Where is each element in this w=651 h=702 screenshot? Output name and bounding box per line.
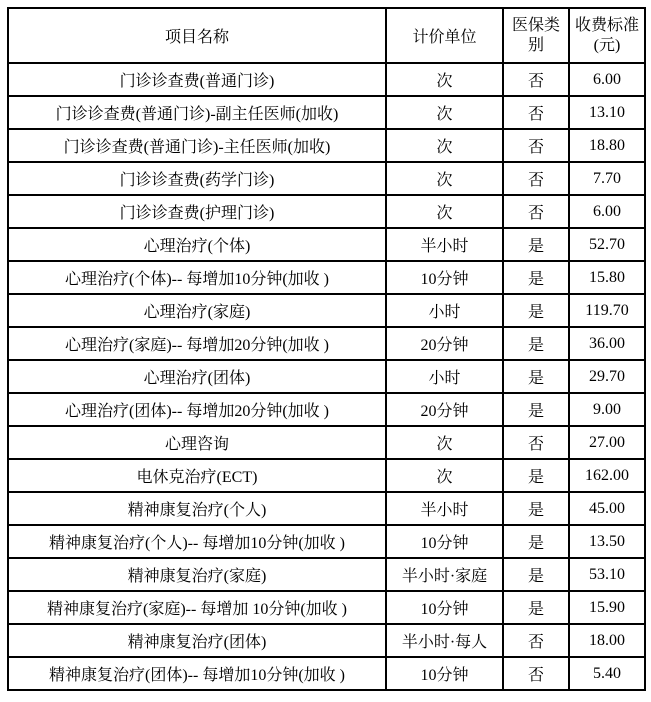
column-header-price-line1: 收费标准 <box>574 16 639 34</box>
cell-price: 52.70 <box>569 228 645 261</box>
cell-item-name: 心理治疗(团体) <box>8 360 386 393</box>
cell-unit: 半小时·每人 <box>386 624 503 657</box>
cell-unit: 半小时 <box>386 492 503 525</box>
cell-price: 53.10 <box>569 558 645 591</box>
fee-table-header <box>8 8 645 63</box>
cell-insurance: 是 <box>503 525 569 558</box>
column-header-price-line2: (元) <box>593 36 621 54</box>
cell-price: 6.00 <box>569 195 645 228</box>
cell-item-name: 门诊诊查费(护理门诊) <box>8 195 386 228</box>
cell-item-name: 门诊诊查费(普通门诊)-主任医师(加收) <box>8 129 386 162</box>
cell-insurance: 是 <box>503 459 569 492</box>
cell-price: 13.50 <box>569 525 645 558</box>
column-header-unit: 计价单位 <box>386 8 503 63</box>
cell-insurance: 是 <box>503 294 569 327</box>
cell-insurance: 否 <box>503 426 569 459</box>
cell-insurance: 是 <box>503 591 569 624</box>
table-row <box>8 657 645 690</box>
cell-price: 5.40 <box>569 657 645 690</box>
cell-unit: 10分钟 <box>386 591 503 624</box>
fee-table-body <box>8 63 645 690</box>
table-row <box>8 63 645 96</box>
table-row <box>8 294 645 327</box>
cell-item-name: 精神康复治疗(团体) <box>8 624 386 657</box>
cell-unit: 次 <box>386 129 503 162</box>
table-row <box>8 228 645 261</box>
cell-unit: 半小时 <box>386 228 503 261</box>
column-header-insurance-line2: 别 <box>527 36 544 54</box>
fee-table <box>7 7 646 691</box>
cell-item-name: 门诊诊查费(普通门诊)-副主任医师(加收) <box>8 96 386 129</box>
cell-unit: 10分钟 <box>386 657 503 690</box>
cell-item-name: 精神康复治疗(家庭)-- 每增加 10分钟(加收 ) <box>8 591 386 624</box>
table-row <box>8 426 645 459</box>
cell-unit: 10分钟 <box>386 525 503 558</box>
cell-item-name: 电休克治疗(ECT) <box>8 459 386 492</box>
cell-unit: 小时 <box>386 360 503 393</box>
cell-unit: 次 <box>386 459 503 492</box>
table-row <box>8 525 645 558</box>
cell-price: 18.00 <box>569 624 645 657</box>
cell-unit: 次 <box>386 63 503 96</box>
cell-insurance: 否 <box>503 96 569 129</box>
cell-item-name: 精神康复治疗(个人) <box>8 492 386 525</box>
cell-insurance: 是 <box>503 261 569 294</box>
table-row <box>8 195 645 228</box>
cell-insurance: 是 <box>503 360 569 393</box>
cell-insurance: 是 <box>503 558 569 591</box>
column-header-insurance <box>503 8 569 63</box>
cell-price: 15.80 <box>569 261 645 294</box>
table-row <box>8 558 645 591</box>
cell-item-name: 精神康复治疗(团体)-- 每增加10分钟(加收 ) <box>8 657 386 690</box>
cell-price: 7.70 <box>569 162 645 195</box>
cell-price: 15.90 <box>569 591 645 624</box>
cell-unit: 半小时·家庭 <box>386 558 503 591</box>
cell-insurance: 否 <box>503 162 569 195</box>
cell-insurance: 是 <box>503 393 569 426</box>
cell-price: 27.00 <box>569 426 645 459</box>
cell-price: 119.70 <box>569 294 645 327</box>
cell-unit: 次 <box>386 162 503 195</box>
table-row <box>8 360 645 393</box>
cell-item-name: 心理治疗(家庭) <box>8 294 386 327</box>
cell-item-name: 心理咨询 <box>8 426 386 459</box>
cell-unit: 次 <box>386 96 503 129</box>
column-header-insurance-line1: 医保类 <box>511 16 560 34</box>
cell-unit: 次 <box>386 426 503 459</box>
table-row <box>8 492 645 525</box>
cell-price: 29.70 <box>569 360 645 393</box>
cell-price: 6.00 <box>569 63 645 96</box>
cell-price: 18.80 <box>569 129 645 162</box>
cell-item-name: 精神康复治疗(家庭) <box>8 558 386 591</box>
cell-price: 45.00 <box>569 492 645 525</box>
cell-insurance: 否 <box>503 63 569 96</box>
cell-price: 36.00 <box>569 327 645 360</box>
table-row <box>8 459 645 492</box>
cell-item-name: 心理治疗(个体) <box>8 228 386 261</box>
column-header-price <box>569 8 645 63</box>
cell-item-name: 精神康复治疗(个人)-- 每增加10分钟(加收 ) <box>8 525 386 558</box>
cell-price: 162.00 <box>569 459 645 492</box>
cell-unit: 20分钟 <box>386 327 503 360</box>
cell-item-name: 心理治疗(团体)-- 每增加20分钟(加收 ) <box>8 393 386 426</box>
cell-price: 13.10 <box>569 96 645 129</box>
cell-item-name: 门诊诊查费(普通门诊) <box>8 63 386 96</box>
cell-insurance: 否 <box>503 657 569 690</box>
header-row <box>8 8 645 63</box>
table-row <box>8 162 645 195</box>
table-row <box>8 261 645 294</box>
cell-insurance: 否 <box>503 195 569 228</box>
cell-item-name: 心理治疗(家庭)-- 每增加20分钟(加收 ) <box>8 327 386 360</box>
table-row <box>8 393 645 426</box>
cell-unit: 20分钟 <box>386 393 503 426</box>
cell-item-name: 门诊诊查费(药学门诊) <box>8 162 386 195</box>
cell-insurance: 是 <box>503 492 569 525</box>
table-row <box>8 624 645 657</box>
cell-unit: 次 <box>386 195 503 228</box>
cell-unit: 小时 <box>386 294 503 327</box>
cell-price: 9.00 <box>569 393 645 426</box>
cell-insurance: 否 <box>503 624 569 657</box>
column-header-item-name: 项目名称 <box>8 8 386 63</box>
cell-insurance: 是 <box>503 228 569 261</box>
table-row <box>8 591 645 624</box>
cell-insurance: 否 <box>503 129 569 162</box>
table-row <box>8 129 645 162</box>
cell-item-name: 心理治疗(个体)-- 每增加10分钟(加收 ) <box>8 261 386 294</box>
cell-insurance: 是 <box>503 327 569 360</box>
table-row <box>8 96 645 129</box>
table-row <box>8 327 645 360</box>
cell-unit: 10分钟 <box>386 261 503 294</box>
